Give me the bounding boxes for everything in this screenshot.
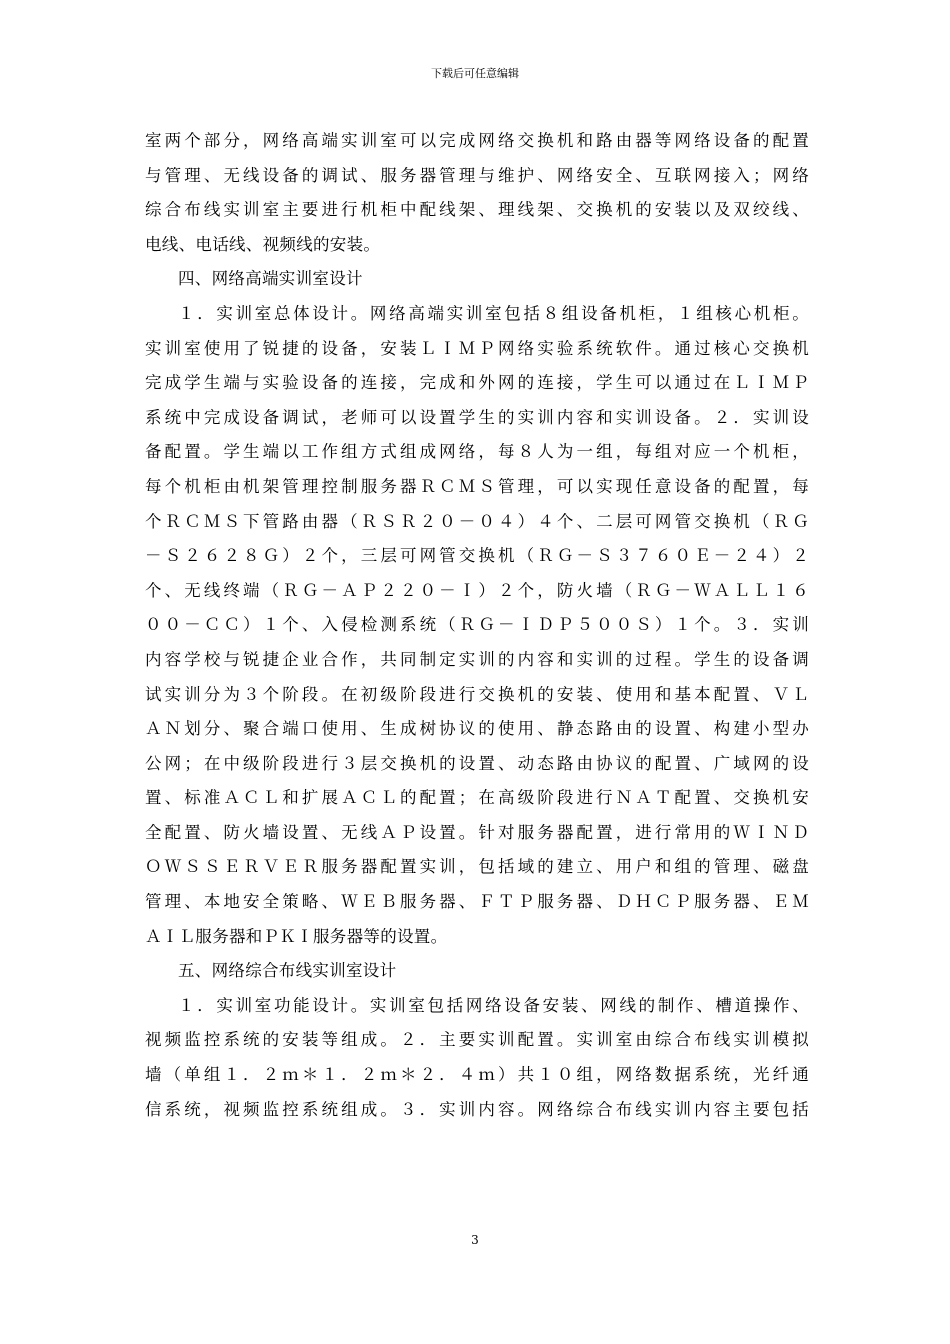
section-heading: 四、网络高端实训室设计 bbox=[178, 269, 363, 289]
body-line: 试实训分为３个阶段。在初级阶段进行交换机的安装、使用和基本配置、ＶＬ bbox=[145, 684, 809, 704]
body-line: 管理、本地安全策略、ＷＥＢ服务器、ＦＴＰ服务器、ＤＨＣＰ服务器、ＥＭ bbox=[145, 892, 809, 912]
body-line: －Ｓ２６２８Ｇ）２个，三层可网管交换机（ＲＧ－Ｓ３７６０Ｅ－２４）２ bbox=[145, 546, 809, 566]
section-heading: 五、网络综合布线实训室设计 bbox=[178, 961, 397, 981]
page-number: 3 bbox=[471, 1233, 479, 1247]
body-line: 视频监控系统的安装等组成。２．主要实训配置。实训室由综合布线实训模拟 bbox=[145, 1030, 809, 1050]
body-line: 个、无线终端（ＲＧ－ＡＰ２２０－Ｉ）２个，防火墙（ＲＧ－ＷＡＬＬ１６ bbox=[145, 580, 809, 600]
body-line: ＡＮ划分、聚合端口使用、生成树协议的使用、静态路由的设置、构建小型办 bbox=[145, 719, 809, 739]
body-line: 与管理、无线设备的调试、服务器管理与维护、网络安全、互联网接入；网络 bbox=[145, 165, 809, 185]
body-line: 个ＲＣＭＳ下管路由器（ＲＳＲ２０－０４）４个、二层可网管交换机（ＲＧ bbox=[145, 511, 809, 531]
document-body bbox=[145, 124, 809, 1127]
body-line: 墙（单组１．２ｍ＊１．２ｍ＊２．４ｍ）共１０组，网络数据系统，光纤通 bbox=[145, 1065, 809, 1085]
body-line: 内容学校与锐捷企业合作，共同制定实训的内容和实训的过程。学生的设备调 bbox=[145, 649, 809, 669]
body-line: 备配置。学生端以工作组方式组成网络，每８人为一组，每组对应一个机柜， bbox=[145, 442, 809, 462]
body-line: 综合布线实训室主要进行机柜中配线架、理线架、交换机的安装以及双绞线、 bbox=[145, 200, 809, 220]
body-line: 系统中完成设备调试，老师可以设置学生的实训内容和实训设备。２．实训设 bbox=[145, 407, 809, 427]
body-line: 实训室使用了锐捷的设备，安装ＬＩＭＰ网络实验系统软件。通过核心交换机 bbox=[145, 338, 809, 358]
body-line: 置、标准ＡＣＬ和扩展ＡＣＬ的配置；在高级阶段进行ＮＡＴ配置、交换机安 bbox=[145, 788, 809, 808]
body-line: 完成学生端与实验设备的连接，完成和外网的连接，学生可以通过在ＬＩＭＰ bbox=[145, 373, 809, 393]
body-line: ＯＷＳＳＥＲＶＥＲ服务器配置实训，包括域的建立、用户和组的管理、磁盘 bbox=[145, 857, 809, 877]
body-line: 信系统，视频监控系统组成。３．实训内容。网络综合布线实训内容主要包括 bbox=[145, 1099, 809, 1119]
body-line: 室两个部分，网络高端实训室可以完成网络交换机和路由器等网络设备的配置 bbox=[145, 131, 809, 150]
body-line: 全配置、防火墙设置、无线ＡＰ设置。针对服务器配置，进行常用的ＷＩＮＤ bbox=[145, 822, 809, 842]
body-line: ００－ＣＣ）１个、入侵检测系统（ＲＧ－ＩＤＰ５００Ｓ）１个。３．实训 bbox=[145, 615, 809, 635]
body-line: 电线、电话线、视频线的安装。 bbox=[145, 234, 381, 254]
page-header: 下载后可任意编辑 bbox=[431, 67, 519, 80]
body-line: １．实训室功能设计。实训室包括网络设备安装、网线的制作、槽道操作、 bbox=[178, 995, 809, 1015]
body-line: ＡＩＬ服务器和ＰＫＩ服务器等的设置。 bbox=[145, 926, 448, 946]
body-line: 每个机柜由机架管理控制服务器ＲＣＭＳ管理，可以实现任意设备的配置，每 bbox=[145, 476, 809, 496]
body-line: １．实训室总体设计。网络高端实训室包括８组设备机柜，１组核心机柜。 bbox=[178, 303, 809, 323]
body-line: 公网；在中级阶段进行３层交换机的设置、动态路由协议的配置、广域网的设 bbox=[145, 753, 809, 773]
